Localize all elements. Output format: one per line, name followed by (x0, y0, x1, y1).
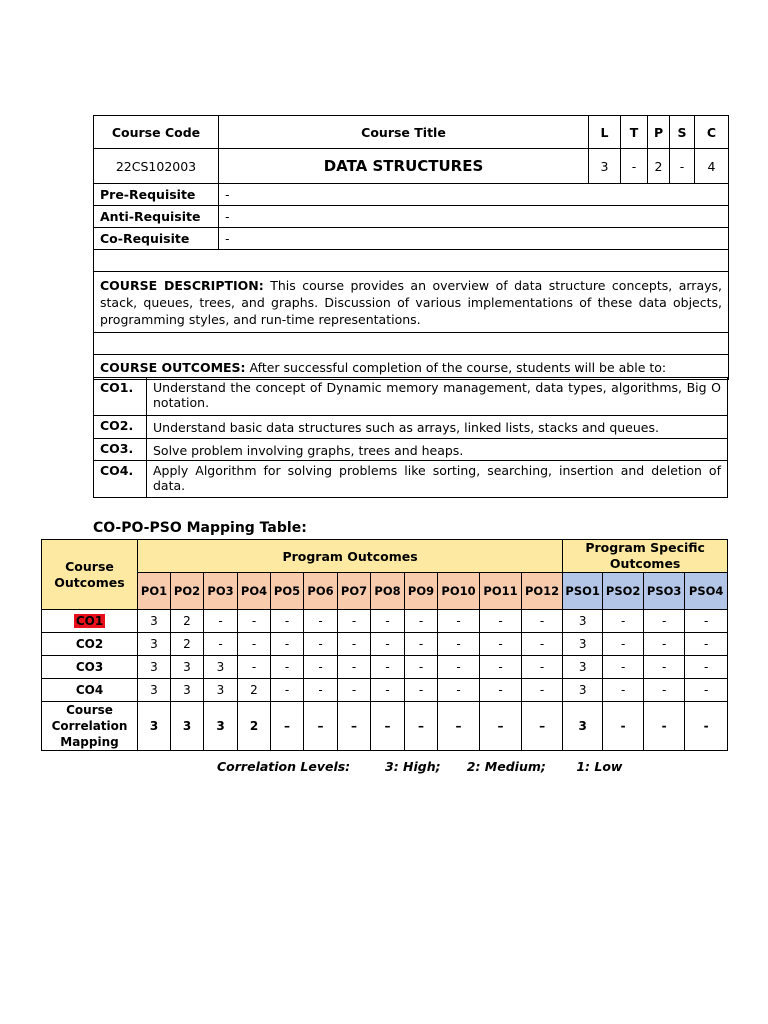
mapping-cell: - (405, 610, 438, 633)
mapping-cell: - (644, 610, 685, 633)
program-outcomes-header: Program Outcomes (138, 540, 563, 573)
co-requisite-label: Co-Requisite (94, 228, 219, 250)
po-column-header: PO1 (138, 573, 171, 610)
course-description-label: COURSE DESCRIPTION: (100, 277, 264, 293)
mapping-cell: - (438, 633, 480, 656)
outcome-row (94, 439, 728, 461)
course-description (94, 272, 729, 333)
course-info-table (93, 115, 729, 380)
mapping-cell: - (271, 610, 304, 633)
mapping-cell: - (685, 633, 728, 656)
spacer-row (94, 333, 729, 355)
outcome-text: Solve problem involving graphs, trees and heaps. (147, 439, 728, 461)
pre-requisite-label: Pre-Requisite (94, 184, 219, 206)
mapping-row-label-cell (42, 679, 138, 702)
mapping-cell: - (371, 610, 405, 633)
mapping-cell: - (685, 610, 728, 633)
mapping-cell: 3 (563, 610, 603, 633)
mapping-cell: - (522, 656, 563, 679)
spacer-row (94, 250, 729, 272)
mapping-row-label: CO3 (75, 660, 104, 674)
correlation-cell: – (304, 702, 338, 751)
mapping-cell: - (371, 656, 405, 679)
mapping-cell: - (685, 656, 728, 679)
p-header: P (648, 116, 670, 149)
mapping-cell: - (438, 610, 480, 633)
course-outcomes-table (93, 377, 728, 498)
correlation-cell: - (644, 702, 685, 751)
pre-requisite-row (94, 184, 729, 206)
pso-column-header: PSO2 (603, 573, 644, 610)
mapping-cell: - (480, 633, 522, 656)
mapping-cell: - (405, 633, 438, 656)
pso-column-header: PSO3 (644, 573, 685, 610)
mapping-cell: - (603, 633, 644, 656)
mapping-cell: - (304, 679, 338, 702)
correlation-cell: – (371, 702, 405, 751)
mapping-row-label-cell (42, 633, 138, 656)
mapping-group-header-row (42, 540, 728, 573)
mapping-cell: - (338, 656, 371, 679)
program-specific-outcomes-header: Program Specific Outcomes (563, 540, 728, 573)
spacer-cell (94, 250, 729, 272)
pso-column-header: PSO1 (563, 573, 603, 610)
correlation-cell: 3 (563, 702, 603, 751)
outcome-text: Apply Algorithm for solving problems like sorting, searching, insertion and deletion of data. (147, 461, 728, 498)
outcome-text: Understand the concept of Dynamic memory management, data types, algorithms, Big O notation. (147, 378, 728, 416)
outcome-id: CO3. (94, 439, 147, 461)
mapping-cell: 3 (138, 679, 171, 702)
mapping-cell: 3 (563, 679, 603, 702)
mapping-cell: 3 (138, 656, 171, 679)
mapping-cell: - (371, 633, 405, 656)
co-po-pso-mapping-table (41, 539, 728, 751)
course-description-text: This course provides an overview of data structure concepts, arrays, stack, queues, trees, and graphs. Discussion of various implementations of these data objects, programming styles, and run-time representations. (100, 277, 722, 327)
s-value: - (670, 149, 695, 184)
mapping-cell: 3 (171, 656, 204, 679)
correlation-cell: – (271, 702, 304, 751)
s-header: S (670, 116, 695, 149)
correlation-cell: – (405, 702, 438, 751)
course-correlation-label: Course Correlation Mapping (42, 702, 138, 751)
mapping-cell: - (522, 633, 563, 656)
course-code: 22CS102003 (94, 149, 219, 184)
pso-column-header: PSO4 (685, 573, 728, 610)
spacer-cell (94, 333, 729, 355)
po-column-header: PO4 (238, 573, 271, 610)
outcome-row (94, 416, 728, 439)
mapping-row-label: CO4 (75, 683, 104, 697)
correlation-cell: – (522, 702, 563, 751)
t-header: T (621, 116, 648, 149)
course-code-header: Course Code (94, 116, 219, 149)
anti-requisite-label: Anti-Requisite (94, 206, 219, 228)
c-value: 4 (695, 149, 729, 184)
mapping-cell: - (405, 656, 438, 679)
correlation-cell: 3 (171, 702, 204, 751)
mapping-row (42, 679, 728, 702)
mapping-cell: - (338, 679, 371, 702)
course-title-header: Course Title (219, 116, 589, 149)
mapping-cell: - (522, 610, 563, 633)
mapping-cell: - (438, 679, 480, 702)
course-outcomes-header: Course Outcomes (42, 540, 138, 610)
po-column-header: PO8 (371, 573, 405, 610)
po-column-header: PO2 (171, 573, 204, 610)
mapping-cell: - (480, 610, 522, 633)
outcome-row (94, 378, 728, 416)
mapping-cell: 3 (138, 633, 171, 656)
mapping-cell: - (480, 656, 522, 679)
mapping-row (42, 656, 728, 679)
co-requisite-row (94, 228, 729, 250)
mapping-cell: - (204, 610, 238, 633)
mapping-cell: - (338, 610, 371, 633)
course-outcomes-row (94, 355, 729, 380)
mapping-cell: - (204, 633, 238, 656)
outcome-text: Understand basic data structures such as arrays, linked lists, stacks and queues. (147, 416, 728, 439)
mapping-cell: - (685, 679, 728, 702)
mapping-cell: - (304, 656, 338, 679)
mapping-cell: - (371, 679, 405, 702)
p-value: 2 (648, 149, 670, 184)
correlation-cell: – (480, 702, 522, 751)
mapping-cell: - (304, 610, 338, 633)
correlation-cell: – (338, 702, 371, 751)
mapping-cell: 3 (204, 679, 238, 702)
correlation-cell: – (438, 702, 480, 751)
anti-requisite-row (94, 206, 729, 228)
mapping-cell: - (271, 679, 304, 702)
course-values-row (94, 149, 729, 184)
mapping-row (42, 633, 728, 656)
outcome-id: CO2. (94, 416, 147, 439)
l-value: 3 (589, 149, 621, 184)
mapping-cell: - (603, 610, 644, 633)
mapping-cell: - (522, 679, 563, 702)
mapping-cell: - (238, 656, 271, 679)
co-requisite-value: - (219, 228, 729, 250)
mapping-cell: - (238, 610, 271, 633)
mapping-cell: - (304, 633, 338, 656)
course-description-row (94, 272, 729, 333)
po-column-header: PO11 (480, 573, 522, 610)
t-value: - (621, 149, 648, 184)
mapping-cell: 3 (171, 679, 204, 702)
mapping-cell: - (238, 633, 271, 656)
correlation-cell: - (603, 702, 644, 751)
anti-requisite-value: - (219, 206, 729, 228)
po-column-header: PO10 (438, 573, 480, 610)
mapping-cell: - (438, 656, 480, 679)
mapping-cell: - (405, 679, 438, 702)
l-header: L (589, 116, 621, 149)
course-outcomes-text: After successful completion of the course, students will be able to: (249, 359, 667, 375)
correlation-cell: 2 (238, 702, 271, 751)
mapping-cell: 2 (171, 633, 204, 656)
mapping-cell: 2 (171, 610, 204, 633)
mapping-cell: - (271, 656, 304, 679)
mapping-cell: 3 (204, 656, 238, 679)
c-header: C (695, 116, 729, 149)
mapping-cell: 3 (563, 633, 603, 656)
mapping-cell: - (644, 656, 685, 679)
course-title: DATA STRUCTURES (219, 149, 589, 184)
mapping-row-label-cell (42, 656, 138, 679)
outcome-id: CO4. (94, 461, 147, 498)
po-column-header: PO7 (338, 573, 371, 610)
mapping-cell: 2 (238, 679, 271, 702)
mapping-cell: - (271, 633, 304, 656)
outcome-id: CO1. (94, 378, 147, 416)
mapping-row-label-cell (42, 610, 138, 633)
mapping-cell: - (644, 633, 685, 656)
pre-requisite-value: - (219, 184, 729, 206)
mapping-column-header-row (42, 573, 728, 610)
correlation-cell: 3 (138, 702, 171, 751)
correlation-cell: - (685, 702, 728, 751)
course-header-row (94, 116, 729, 149)
mapping-cell: 3 (563, 656, 603, 679)
po-column-header: PO9 (405, 573, 438, 610)
mapping-table-title: CO-PO-PSO Mapping Table: (93, 520, 307, 536)
outcome-row (94, 461, 728, 498)
correlation-legend: Correlation Levels: 3: High; 2: Medium; 1: Low (217, 759, 623, 774)
course-outcomes-intro (94, 355, 729, 380)
po-column-header: PO5 (271, 573, 304, 610)
mapping-row-label: CO2 (75, 637, 104, 651)
course-correlation-row (42, 702, 728, 751)
correlation-cell: 3 (204, 702, 238, 751)
mapping-cell: - (480, 679, 522, 702)
mapping-row-label: CO1 (75, 614, 104, 628)
mapping-cell: - (644, 679, 685, 702)
po-column-header: PO12 (522, 573, 563, 610)
mapping-cell: - (338, 633, 371, 656)
mapping-cell: - (603, 679, 644, 702)
mapping-row (42, 610, 728, 633)
course-outcomes-label: COURSE OUTCOMES: (100, 359, 246, 375)
po-column-header: PO6 (304, 573, 338, 610)
mapping-cell: - (603, 656, 644, 679)
po-column-header: PO3 (204, 573, 238, 610)
mapping-cell: 3 (138, 610, 171, 633)
